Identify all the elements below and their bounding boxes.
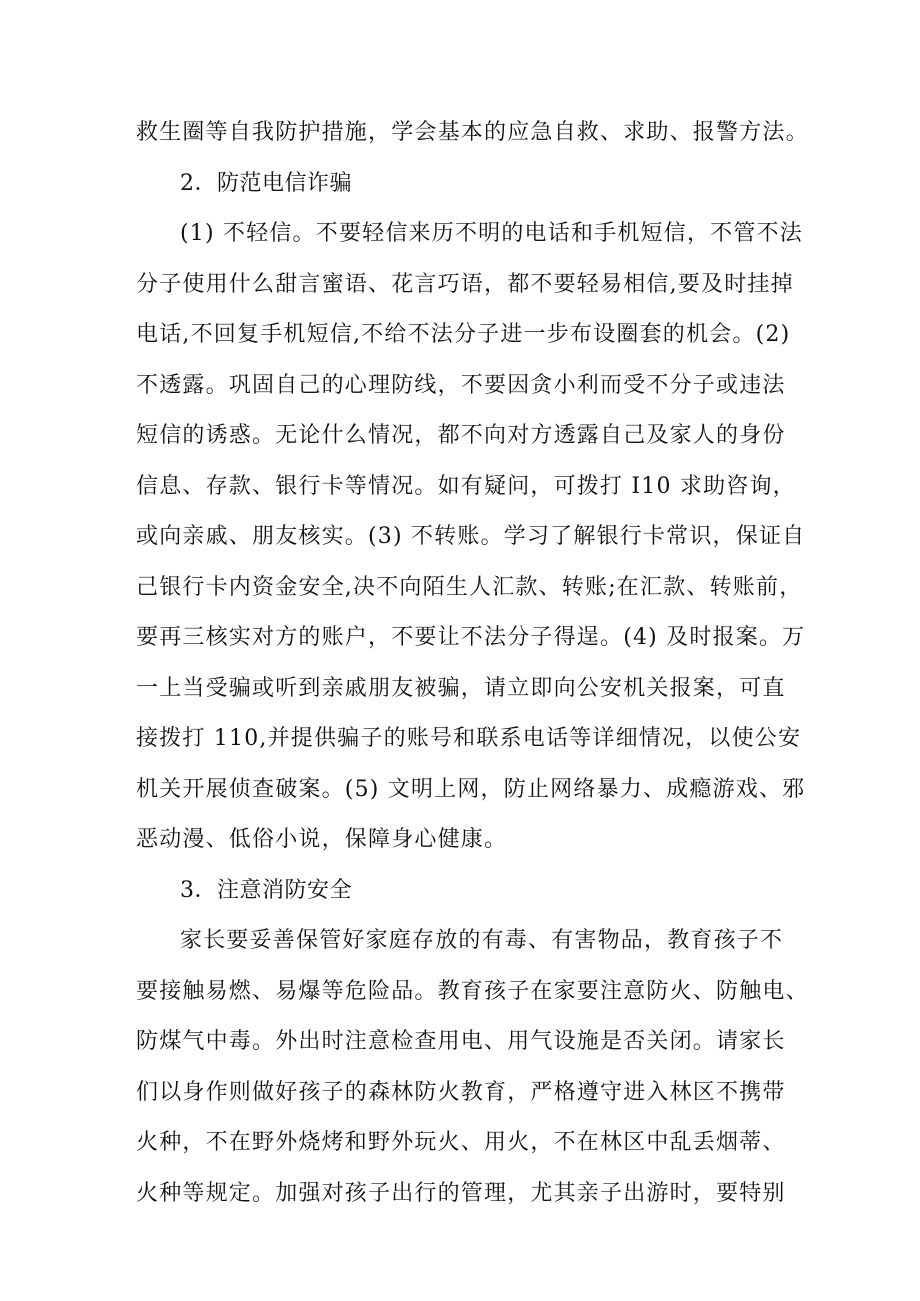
text-line-21: 火种，不在野外烧烤和野外玩火、用火，不在林区中乱丢烟蒂、 [136, 1130, 786, 1155]
text-line-3: (1) 不轻信。不要轻信来历不明的电话和手机短信，不管不法 [180, 221, 803, 246]
text-line-5: 电话,不回复手机短信,不给不法分子进一步布设圈套的机会。(2) [136, 322, 791, 347]
text-line-18: 要接触易燃、易爆等危险品。教育孩子在家要注意防火、防触电、 [136, 979, 809, 1004]
text-line-12: 一上当受骗或听到亲戚朋友被骗，请立即向公安机关报案，可直 [136, 676, 786, 701]
text-line-20: 们以身作则做好孩子的森林防火教育，严格遵守进入林区不携带 [136, 1080, 786, 1105]
text-line-19: 防煤气中毒。外出时注意检查用电、用气设施是否关闭。请家长 [136, 1029, 786, 1054]
text-line-7: 短信的诱惑。无论什么情况，都不向对方透露自己及家人的身份 [136, 423, 786, 448]
text-line-9: 或向亲戚、朋友核实。(3) 不转账。学习了解银行卡常识，保证自 [136, 524, 806, 549]
section-heading-3: 3．注意消防安全 [180, 878, 352, 903]
text-line-14: 机关开展侦查破案。(5) 文明上网，防止网络暴力、成瘾游戏、邪 [136, 777, 806, 802]
text-line-17: 家长要妥善保管好家庭存放的有毒、有害物品，教育孩子不 [180, 928, 784, 953]
text-line-11: 要再三核实对方的账户，不要让不法分子得逞。(4) 及时报案。万 [136, 625, 806, 650]
text-line-1: 救生圈等自我防护措施，学会基本的应急自救、求助、报警方法。 [136, 120, 809, 145]
text-line-8: 信息、存款、银行卡等情况。如有疑问，可拨打 I10 求助咨询， [136, 474, 796, 499]
text-line-10: 己银行卡内资金安全,决不向陌生人汇款、转账;在汇款、转账前， [136, 575, 803, 600]
section-heading-2: 2．防范电信诈骗 [180, 171, 352, 196]
text-line-15: 恶动漫、低俗小说，保障身心健康。 [136, 827, 508, 852]
text-line-13: 接拨打 110,并提供骗子的账号和联系电话等详细情况，以使公安 [136, 726, 802, 751]
text-line-6: 不透露。巩固自己的心理防线，不要因贪小利而受不分子或违法 [136, 373, 786, 398]
text-line-4: 分子使用什么甜言蜜语、花言巧语，都不要轻易相信,要及时挂掉 [136, 272, 794, 297]
text-line-22: 火种等规定。加强对孩子出行的管理，尤其亲子出游时，要特别 [136, 1181, 786, 1206]
